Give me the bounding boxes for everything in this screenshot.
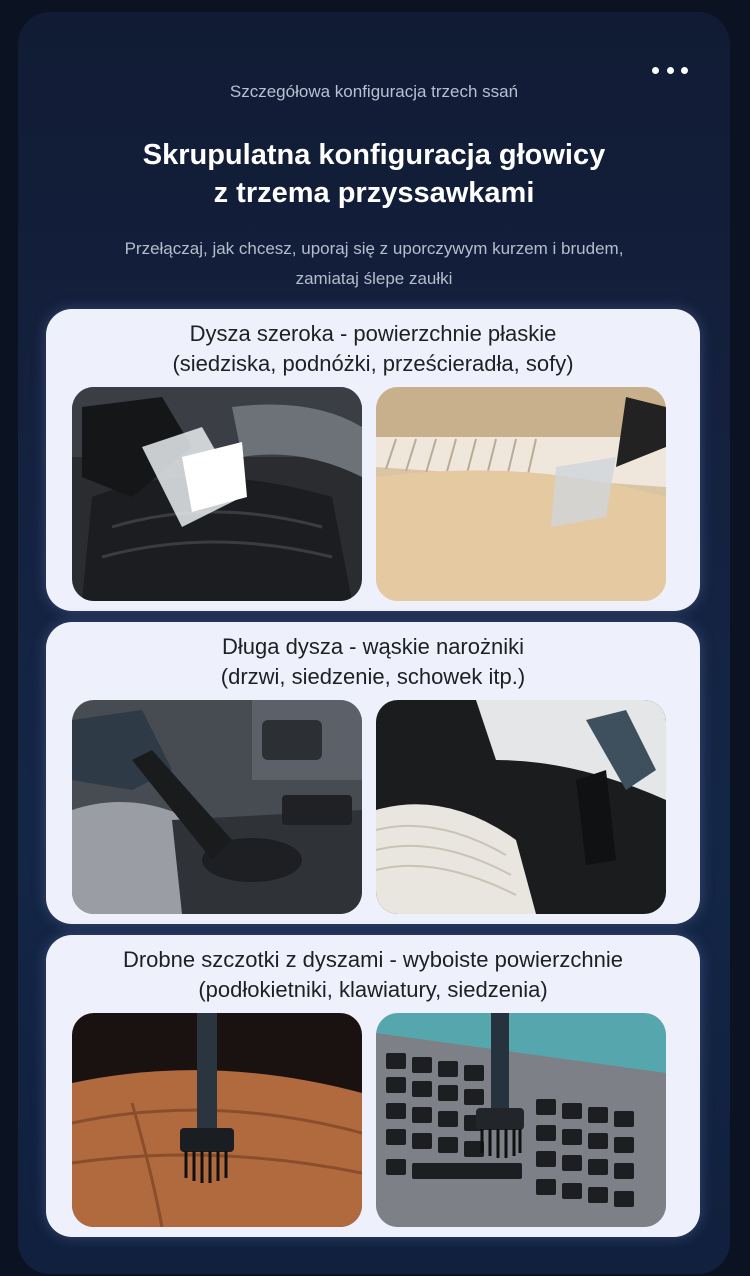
leather-seat-brush-photo — [72, 1013, 362, 1227]
page-title — [18, 136, 730, 212]
description-line-1: Przełączaj, jak chcesz, uporaj się z uporczywym kurzem i brudem, — [124, 239, 624, 258]
card-title — [46, 319, 700, 379]
keyboard-brush-photo — [376, 1013, 666, 1227]
card-title-line-1: Długa dysza - wąskie narożniki — [221, 634, 525, 659]
card-title-line-2: (drzwi, siedzenie, schowek itp.) — [220, 664, 526, 689]
page-description — [48, 234, 700, 294]
card-title — [46, 945, 700, 1005]
nozzle-card-long — [46, 622, 700, 924]
description-line-2: zamiataj ślepe zaułki — [295, 269, 453, 288]
page-frame — [18, 12, 730, 1274]
card-title — [46, 632, 700, 692]
car-console-long-nozzle-photo — [72, 700, 362, 914]
car-seat-gap-long-nozzle-photo — [376, 700, 666, 914]
title-line-1: Skrupulatna konfiguracja głowicy — [142, 139, 606, 171]
car-seat-wide-nozzle-photo — [72, 387, 362, 601]
title-line-2: z trzema przyssawkami — [213, 177, 535, 209]
nozzle-card-wide — [46, 309, 700, 611]
card-title-line-1: Dysza szeroka - powierzchnie płaskie — [189, 321, 557, 346]
more-dots-icon[interactable] — [652, 64, 688, 76]
card-title-line-2: (podłokietniki, klawiatury, siedzenia) — [198, 977, 548, 1002]
bed-sheet-wide-nozzle-photo — [376, 387, 666, 601]
page-subtitle: Szczegółowa konfiguracja trzech ssań — [229, 82, 519, 101]
card-title-line-2: (siedziska, podnóżki, prześcieradła, sofy) — [172, 351, 574, 376]
nozzle-card-brush — [46, 935, 700, 1237]
card-title-line-1: Drobne szczotki z dyszami - wyboiste powierzchnie — [122, 947, 624, 972]
